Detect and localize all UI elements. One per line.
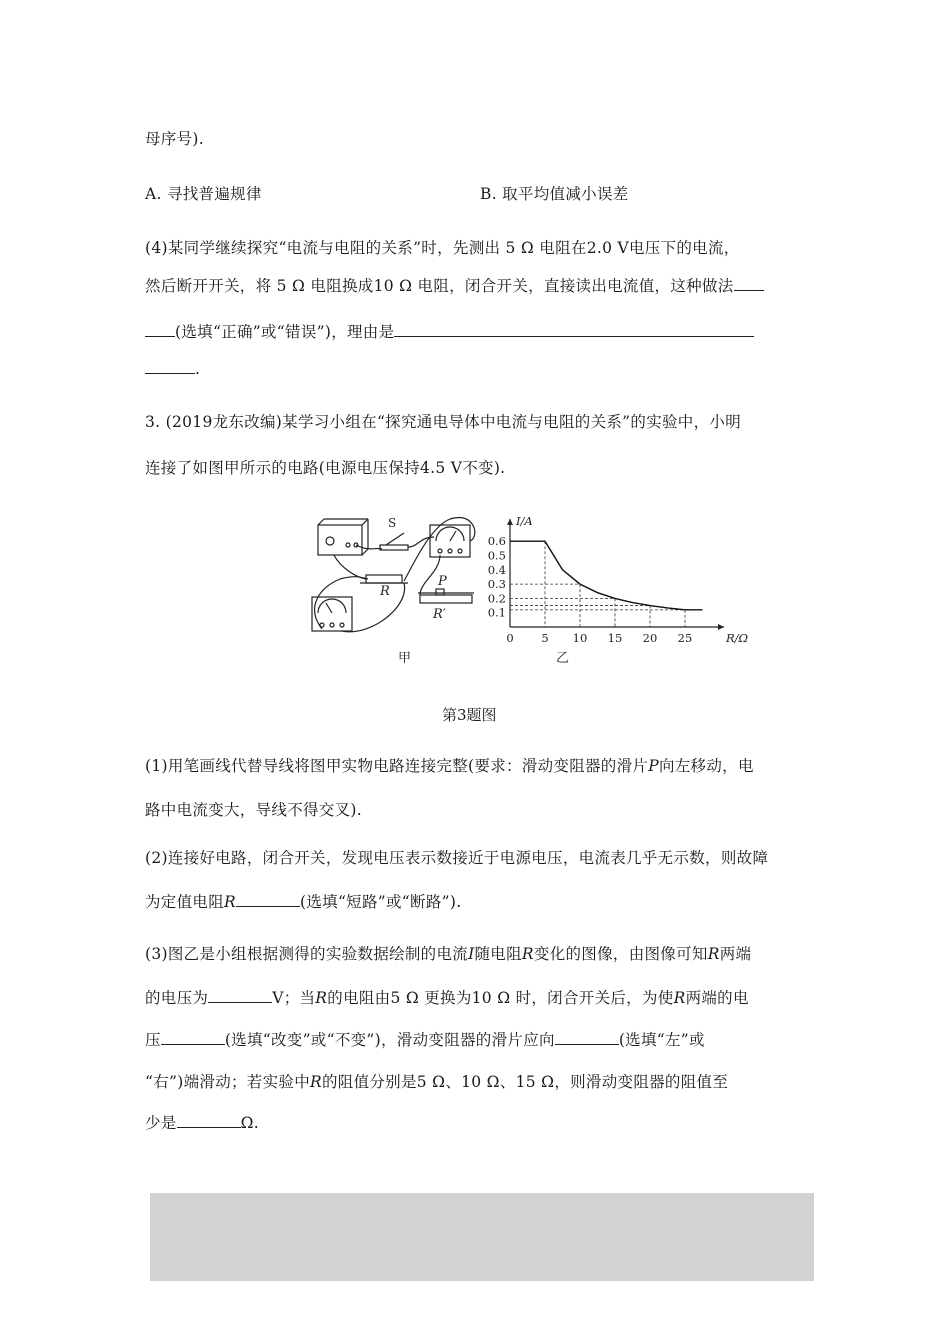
p3-text: 的阻值分别是5 Ω、10 Ω、15 Ω，则滑动变阻器的阻值至 bbox=[321, 1073, 729, 1091]
p3-var-r: R bbox=[521, 945, 534, 963]
x-axis-arrow bbox=[718, 624, 724, 630]
p3-var-r: R bbox=[673, 989, 686, 1007]
q4-line-1: (4)某同学继续探究“电流与电阻的关系”时，先测出 5 Ω 电阻在2.0 V电压下的电流， bbox=[145, 239, 740, 257]
answer-blank[interactable] bbox=[208, 988, 272, 1003]
y-tick-label: 0.5 bbox=[487, 548, 506, 563]
p3-text: 两端的电 bbox=[685, 989, 749, 1007]
slider-label: P bbox=[438, 574, 447, 589]
y-tick-label: 0.6 bbox=[487, 534, 506, 549]
current-resistance-graph bbox=[488, 514, 749, 645]
p2-line-2 bbox=[145, 892, 461, 912]
q4-line-3-text: (选填“正确”或“错误”)，理由是 bbox=[175, 323, 395, 341]
p1-var-p: P bbox=[648, 757, 659, 775]
answer-blank[interactable] bbox=[394, 322, 754, 337]
resistor-label: R bbox=[380, 584, 390, 599]
p3-var-r: R bbox=[310, 1073, 322, 1091]
answer-blank[interactable] bbox=[734, 276, 764, 291]
resistor-icon bbox=[366, 575, 402, 583]
y-axis-label: I/A bbox=[516, 513, 533, 528]
q4-line-2-text: 然后断开开关，将 5 Ω 电阻换成10 Ω 电阻，闭合开关，直接读出电流值，这种做法 bbox=[145, 277, 734, 295]
p1-line-2: 路中电流变大，导线不得交叉). bbox=[145, 801, 362, 819]
p1-text-a: (1)用笔画线代替导线将图甲实物电路连接完整(要求：滑动变阻器的滑片 bbox=[145, 757, 649, 775]
rheostat-icon bbox=[420, 595, 472, 603]
p1-line-1 bbox=[145, 756, 754, 776]
x-tick-label: 10 bbox=[572, 631, 588, 645]
y-tick-label: 0.3 bbox=[487, 577, 506, 592]
q4-line-4-text: . bbox=[195, 360, 201, 378]
p3-text: 两端 bbox=[719, 945, 752, 963]
text-line: 母序号). bbox=[145, 130, 204, 148]
answer-blank[interactable] bbox=[555, 1030, 619, 1045]
p3-line-5 bbox=[145, 1113, 259, 1133]
p3-line-4 bbox=[145, 1072, 728, 1092]
answer-blank[interactable] bbox=[145, 322, 175, 337]
figure-label-jia: 甲 bbox=[398, 651, 412, 666]
answer-blank[interactable] bbox=[236, 892, 300, 907]
q3-line-2: 连接了如图甲所示的电路(电源电压保持4.5 V不变). bbox=[145, 459, 506, 477]
y-tick-label: 0.1 bbox=[487, 605, 506, 620]
y-tick-label: 0.2 bbox=[487, 591, 506, 606]
rheostat-label: R′ bbox=[433, 607, 446, 622]
circuit-and-graph-figure bbox=[300, 497, 749, 672]
answer-blank[interactable] bbox=[145, 359, 195, 374]
q4-line-3 bbox=[145, 322, 754, 342]
p3-line-3 bbox=[145, 1030, 705, 1050]
q3-line-1: 3. (2019龙东改编)某学习小组在“探究通电导体中电流与电阻的关系”的实验中，小明 bbox=[145, 413, 742, 431]
voltmeter-icon bbox=[312, 597, 352, 631]
p3-var-r: R bbox=[707, 945, 720, 963]
x-tick-label: 25 bbox=[677, 631, 693, 645]
option-a-text: A. 寻找普遍规律 bbox=[145, 185, 262, 203]
p3-text: (3)图乙是小组根据测得的实验数据绘制的电流 bbox=[145, 945, 469, 963]
p3-text: “右”)端滑动；若实验中 bbox=[145, 1073, 310, 1091]
y-tick-label: 0.4 bbox=[487, 562, 506, 577]
p3-text: V；当 bbox=[272, 989, 316, 1007]
p3-text: 随电阻 bbox=[474, 945, 522, 963]
p3-line-2 bbox=[145, 988, 749, 1008]
p1-text-b: 向左移动，电 bbox=[658, 757, 754, 775]
p3-text: (选填“改变”或“不变”)，滑动变阻器的滑片应向 bbox=[224, 1031, 555, 1049]
p3-text: 的电压为 bbox=[145, 989, 209, 1007]
x-axis-label: R/Ω bbox=[726, 631, 749, 645]
answer-blank[interactable] bbox=[161, 1030, 225, 1045]
switch-icon bbox=[380, 545, 408, 550]
option-a bbox=[145, 184, 629, 204]
x-tick-label: 5 bbox=[541, 631, 549, 645]
y-axis-arrow bbox=[507, 519, 513, 525]
circuit-diagram bbox=[312, 517, 475, 631]
p2-var-r: R bbox=[224, 893, 236, 911]
p3-text: 少是 bbox=[145, 1114, 177, 1132]
p3-text: 变化的图像，由图像可知 bbox=[533, 945, 708, 963]
p3-text: Ω. bbox=[240, 1114, 259, 1132]
q4-line-2 bbox=[145, 276, 764, 296]
p2-text-a: 为定值电阻 bbox=[145, 893, 225, 911]
option-b-text: B. 取平均值减小误差 bbox=[480, 185, 629, 203]
switch-label: S bbox=[388, 516, 397, 530]
p3-line-1 bbox=[145, 944, 751, 964]
p3-text: 压 bbox=[145, 1031, 161, 1049]
q4-line-4 bbox=[145, 359, 200, 379]
p3-var-i: I bbox=[468, 945, 475, 963]
current-curve bbox=[510, 541, 703, 610]
p2-line-1: (2)连接好电路，闭合开关，发现电压表示数接近于电源电压，电流表几乎无示数，则故障 bbox=[145, 849, 769, 867]
figure-label-yi: 乙 bbox=[556, 651, 570, 666]
power-supply-icon bbox=[318, 525, 362, 555]
gray-answer-box bbox=[150, 1193, 814, 1281]
p2-text-b: (选填“短路”或“断路”). bbox=[300, 893, 462, 911]
figure-caption: 第3题图 bbox=[442, 706, 497, 724]
x-tick-label: 15 bbox=[607, 631, 623, 645]
p3-var-r: R bbox=[315, 989, 328, 1007]
x-tick-label: 20 bbox=[642, 631, 658, 645]
x-tick-label: 0 bbox=[506, 631, 514, 645]
p3-text: (选填“左”或 bbox=[618, 1031, 705, 1049]
p3-text: 的电阻由5 Ω 更换为10 Ω 时，闭合开关后，为使 bbox=[327, 989, 674, 1007]
answer-blank[interactable] bbox=[177, 1113, 241, 1128]
